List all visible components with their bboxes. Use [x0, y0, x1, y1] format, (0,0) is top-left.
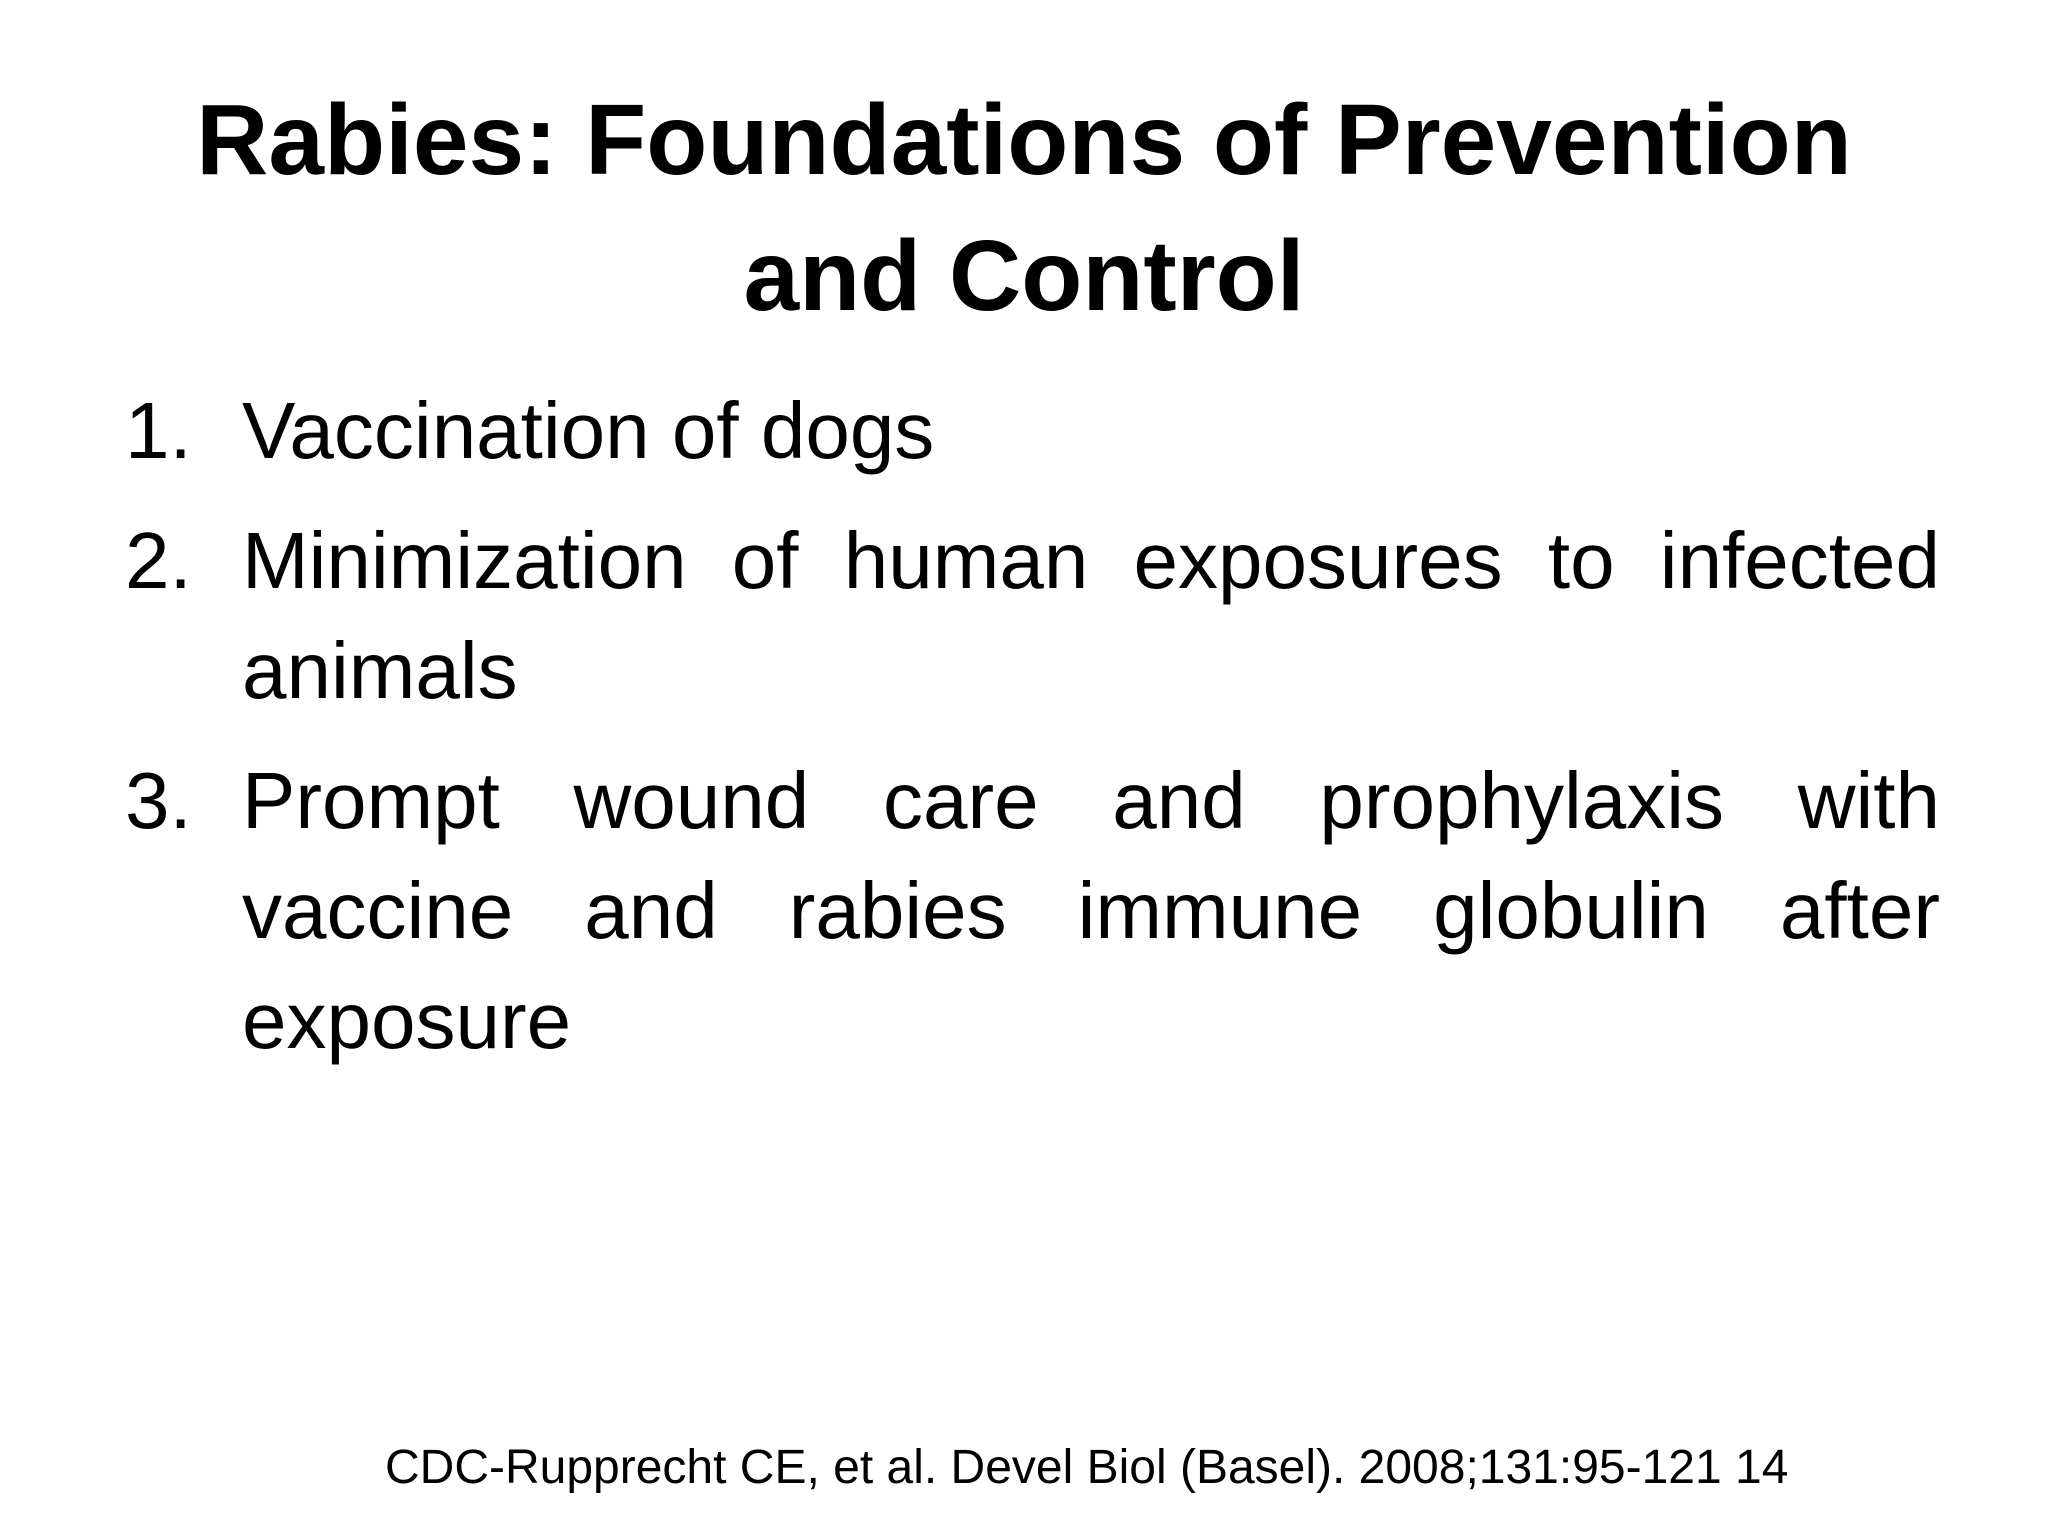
list-item-text: Prompt wound care and prophylaxis with vaccine and rabies immune globulin after exposure: [242, 756, 1940, 1065]
list-item-number: 1.: [125, 386, 192, 475]
list-item: [125, 506, 1940, 726]
list-item-number: 3.: [125, 756, 192, 845]
list-item-number: 2.: [125, 516, 192, 605]
list-item: [125, 746, 1940, 1076]
list-item: [125, 376, 1940, 486]
prevention-list: [125, 376, 1940, 1096]
list-item-text: Vaccination of dogs: [242, 386, 935, 475]
slide-title: Rabies: Foundations of Prevention and Control: [196, 84, 1852, 332]
list-item-text: Minimization of human exposures to infected animals: [242, 516, 1940, 715]
citation: CDC-Rupprecht CE, et al. Devel Biol (Basel). 2008;131:95-121 14: [385, 1441, 1789, 1494]
